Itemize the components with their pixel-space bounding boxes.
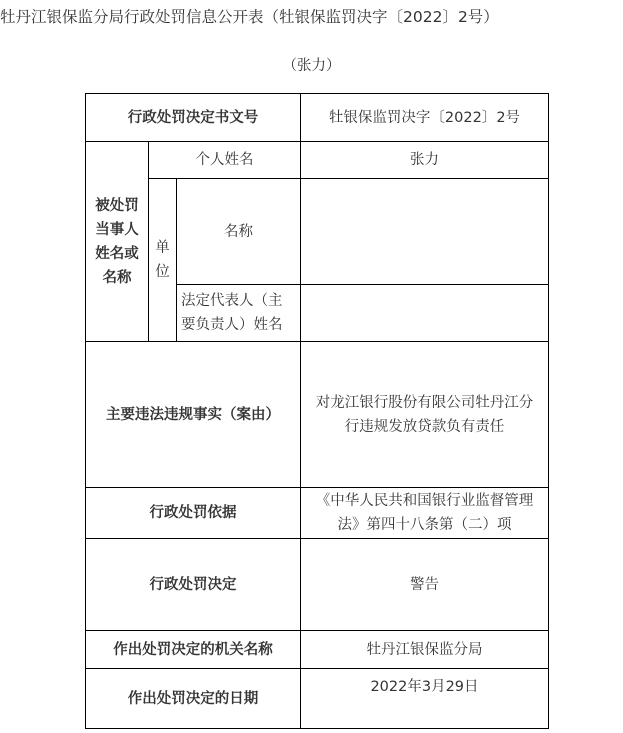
date-label: 作出处罚决定的日期	[86, 669, 301, 729]
party-label: 被处罚当事人姓名或名称	[86, 142, 149, 342]
authority-value: 牡丹江银保监分局	[301, 631, 549, 669]
decision-no-label: 行政处罚决定书文号	[86, 94, 301, 142]
basis-label: 行政处罚依据	[86, 488, 301, 539]
violation-value: 对龙江银行股份有限公司牡丹江分行违规发放贷款负有责任	[301, 342, 549, 488]
unit-name-label: 名称	[177, 179, 301, 285]
person-name-value: 张力	[301, 142, 549, 179]
violation-label: 主要违法违规事实（案由）	[86, 342, 301, 488]
table-row	[86, 142, 549, 179]
penalty-info-table	[85, 93, 549, 729]
decision-value: 警告	[301, 539, 549, 631]
table-row	[86, 342, 549, 488]
table-row	[86, 669, 549, 729]
unit-label: 单位	[149, 179, 177, 342]
table-row	[86, 539, 549, 631]
table-row	[86, 94, 549, 142]
decision-no-value: 牡银保监罚决字〔2022〕2号	[301, 94, 549, 142]
date-value: 2022年3月29日	[301, 669, 549, 729]
page-subtitle: （张力）	[282, 58, 341, 74]
unit-name-value	[301, 179, 549, 285]
basis-value: 《中华人民共和国银行业监督管理法》第四十八条第（二）项	[301, 488, 549, 539]
legal-rep-label: 法定代表人（主要负责人）姓名	[177, 285, 301, 342]
person-name-label: 个人姓名	[149, 142, 301, 179]
decision-label: 行政处罚决定	[86, 539, 301, 631]
table-row	[86, 631, 549, 669]
page-title: 牡丹江银保监分局行政处罚信息公开表（牡银保监罚决字〔2022〕2号）	[0, 8, 499, 26]
table-row	[86, 488, 549, 539]
legal-rep-value	[301, 285, 549, 342]
table-row	[86, 179, 549, 285]
authority-label: 作出处罚决定的机关名称	[86, 631, 301, 669]
